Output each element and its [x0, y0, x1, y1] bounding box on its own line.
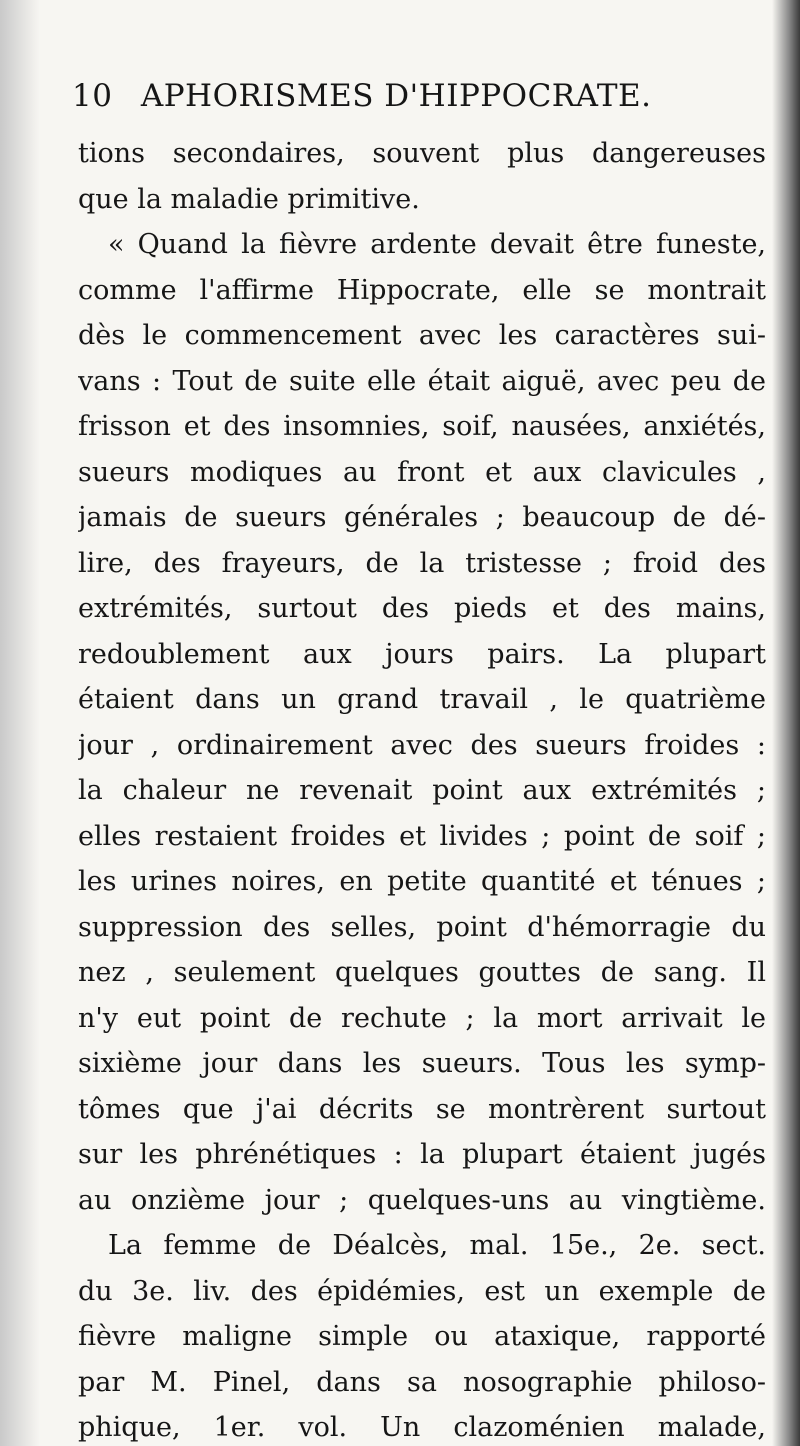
text-line: les urines noires, en petite quantité et ténues ; [78, 866, 766, 897]
text-line: suppression des selles, point d'hémorragie du [78, 911, 766, 943]
text-line: dès le commencement avec les caractères sui- [78, 320, 766, 351]
text-line: phique, 1er. vol. Un clazoménien malade, [78, 1412, 766, 1443]
text-line: frisson et des insomnies, soif, nausées, anxiétés, [78, 411, 766, 442]
running-header [72, 78, 752, 128]
page-gutter-shadow [0, 0, 40, 1446]
text-line: sur les phrénétiques : la plupart étaient jugés [78, 1139, 766, 1170]
text-line: redoublement aux jours pairs. La plupart [78, 638, 766, 670]
text-line: par M. Pinel, dans sa nosographie philoso- [78, 1366, 766, 1398]
text-line: sixième jour dans les sueurs. Tous les symp- [78, 1048, 766, 1079]
text-line: elles restaient froides et livides ; point de soif ; [78, 820, 766, 852]
running-title: APHORISMES D'HIPPOCRATE. [140, 78, 652, 114]
text-line: jamais de sueurs générales ; beaucoup de dé- [78, 502, 766, 533]
text-line: la chaleur ne revenait point aux extrémités ; [78, 775, 766, 806]
page-edge-shadow [772, 0, 800, 1446]
text-line: n'y eut point de rechute ; la mort arrivait le [78, 1002, 766, 1034]
text-line: jour , ordinairement avec des sueurs froides : [78, 729, 766, 761]
text-line: sueurs modiques au front et aux clavicules , [78, 456, 766, 488]
text-line: étaient dans un grand travail , le quatrième [78, 684, 766, 715]
text-line: lire, des frayeurs, de la tristesse ; froid des [78, 547, 766, 579]
text-line: comme l'affirme Hippocrate, elle se montrait [78, 274, 766, 306]
text-line: nez , seulement quelques gouttes de sang. Il [78, 957, 766, 988]
text-line: fièvre maligne simple ou ataxique, rapporté [78, 1321, 766, 1352]
text-line: « Quand la fièvre ardente devait être funeste, [108, 229, 766, 260]
text-line: vans : Tout de suite elle était aiguë, avec peu de [78, 365, 766, 397]
text-line: La femme de Déalcès, mal. 15e., 2e. sect. [108, 1230, 766, 1261]
text-line: que la maladie primitive. [78, 183, 420, 215]
text-line: extrémités, surtout des pieds et des mains, [78, 593, 766, 624]
text-line: tômes que j'ai décrits se montrèrent surtout [78, 1093, 766, 1125]
text-line: au onzième jour ; quelques-uns au vingtième. [78, 1184, 766, 1216]
text-line: tions secondaires, souvent plus dangereuses [78, 138, 766, 169]
text-line: du 3e. liv. des épidémies, est un exemple de [78, 1275, 766, 1307]
page-number: 10 [72, 78, 113, 114]
